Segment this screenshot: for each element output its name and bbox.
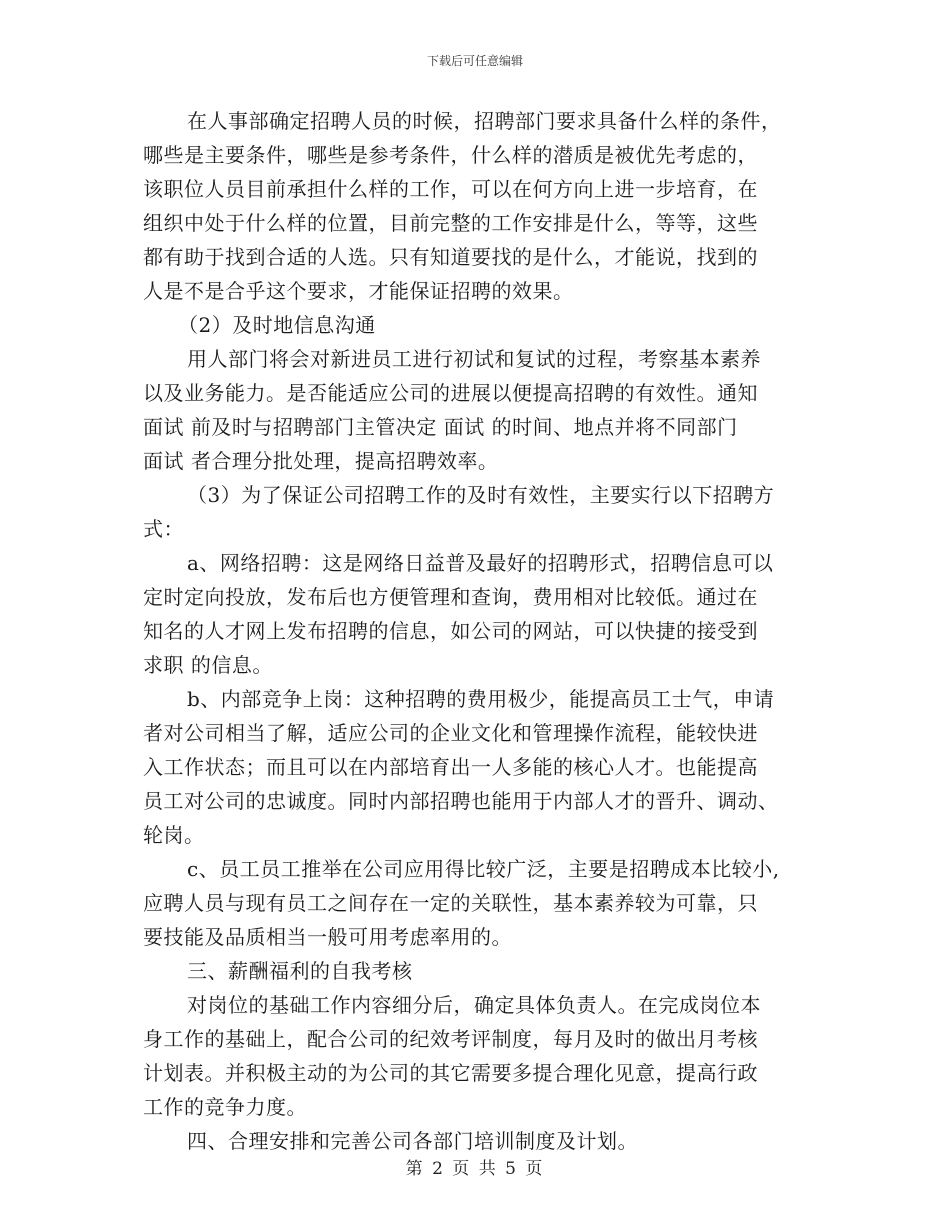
section-heading: （2）及时地信息沟通 [178, 313, 376, 337]
paragraph-line: 身工作的基础上，配合公司的纪效考评制度，每月及时的做出月考核 [143, 1027, 758, 1051]
paragraph-line: 面试 者合理分批处理，提高招聘效率。 [143, 449, 499, 473]
paragraph-line: 知名的人才网上发布招聘的信息，如公司的网站，可以快捷的接受到 [143, 619, 758, 643]
paragraph-line: 该职位人员目前承担什么样的工作，可以在何方向上进一步培育，在 [143, 177, 758, 201]
paragraph-line: 人是不是合乎这个要求，才能保证招聘的效果。 [143, 279, 574, 303]
paragraph-line: 以及业务能力。是否能适应公司的进展以便提高招聘的有效性。通知 [143, 381, 758, 405]
paragraph-line: 面试 前及时与招聘部门主管决定 面试 的时间、地点并将不同部门 [143, 415, 738, 439]
paragraph-line: 组织中处于什么样的位置，目前完整的工作安排是什么，等等，这些 [143, 211, 758, 235]
section-heading: （3）为了保证公司招聘工作的及时有效性，主要实行以下招聘方 [187, 483, 775, 507]
paragraph-line: 计划表。并积极主动的为公司的其它需要多提合理化见意，提高行政 [143, 1061, 758, 1085]
paragraph-line: b、内部竞争上岗：这种招聘的费用极少，能提高员工士气，申请 [187, 687, 775, 711]
paragraph-line: 式： [143, 517, 184, 541]
paragraph-line: 工作的竞争力度。 [143, 1095, 307, 1119]
paragraph-line: a、网络招聘：这是网络日益普及最好的招聘形式，招聘信息可以 [187, 551, 774, 575]
paragraph-line: 者对公司相当了解，适应公司的企业文化和管理操作流程，能较快进 [143, 721, 758, 745]
paragraph-line: 在人事部确定招聘人员的时候，招聘部门要求具备什么样的条件， [187, 109, 782, 133]
paragraph-line: 用人部门将会对新进员工进行初试和复试的过程，考察基本素养 [187, 347, 761, 371]
paragraph-line: 哪些是主要条件，哪些是参考条件，什么样的潜质是被优先考虑的， [143, 143, 758, 167]
paragraph-line: 员工对公司的忠诚度。同时内部招聘也能用于内部人才的晋升、调动、 [143, 789, 779, 813]
paragraph-line: 都有助于找到合适的人选。只有知道要找的是什么，才能说，找到的 [143, 245, 758, 269]
paragraph-line: 求职 的信息。 [143, 653, 273, 677]
page-footer: 第 2 页 共 5 页 [405, 1159, 545, 1179]
paragraph-line: 定时定向投放，发布后也方便管理和查询，费用相对比较低。通过在 [143, 585, 758, 609]
section-heading: 四、合理安排和完善公司各部门培训制度及计划。 [187, 1129, 638, 1153]
paragraph-line: 要技能及品质相当一般可用考虑率用的。 [143, 925, 512, 949]
section-heading: 三、薪酬福利的自我考核 [187, 959, 413, 983]
page-header: 下载后可任意编辑 [426, 54, 523, 68]
paragraph-line: 对岗位的基础工作内容细分后，确定具体负责人。在完成岗位本 [187, 993, 761, 1017]
paragraph-line: 轮岗。 [143, 823, 205, 847]
paragraph-line: c、员工员工推举在公司应用得比较广泛，主要是招聘成本比较小, [187, 857, 780, 881]
paragraph-line: 入工作状态；而且可以在内部培育出一人多能的核心人才。也能提高 [143, 755, 758, 779]
paragraph-line: 应聘人员与现有员工之间存在一定的关联性，基本素养较为可靠，只 [143, 891, 758, 915]
